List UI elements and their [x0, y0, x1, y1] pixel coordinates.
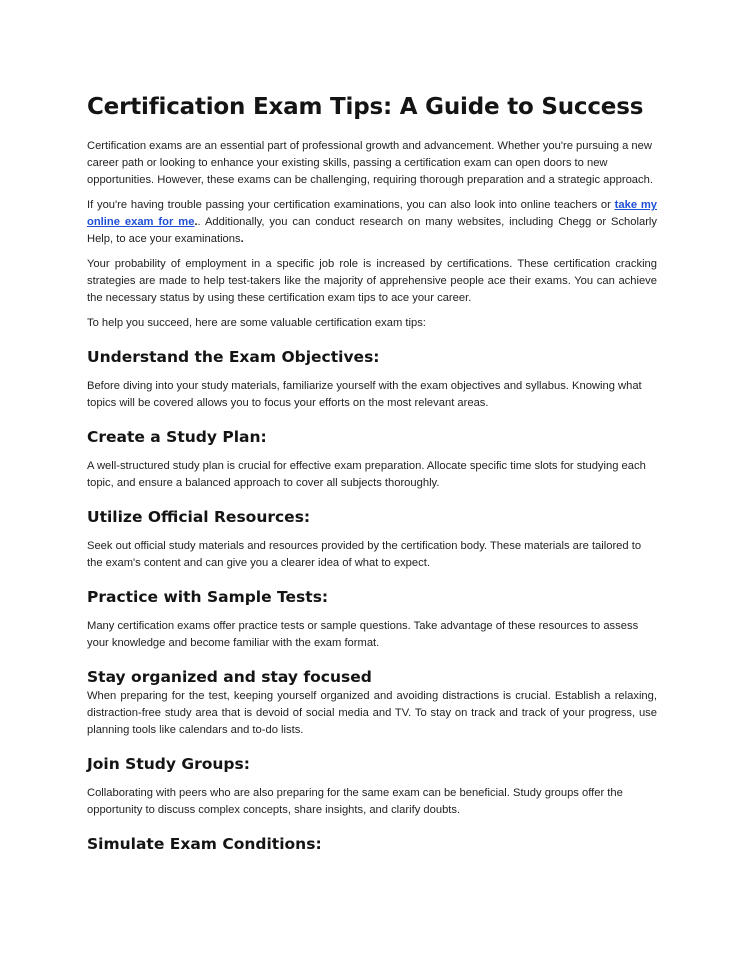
heading-practice: Practice with Sample Tests:	[87, 588, 329, 606]
heading-objectives: Understand the Exam Objectives:	[87, 348, 380, 366]
online-help-paragraph	[87, 197, 657, 248]
intro-paragraph: Certification exams are an essential part of professional growth and advancement. Whether you're pursuing a new career path or looking to enhance your existing skills, passing a certification exam can open doors to new opportunities. However, these exams can be challenging, requiring thorough preparation and a strategic approach.	[87, 140, 653, 186]
page-title: Certification Exam Tips: A Guide to Success	[87, 94, 644, 120]
online-help-end: .	[240, 233, 244, 245]
body-objectives: Before diving into your study materials, familiarize yourself with the exam objectives and syllabus. Knowing what topics will be covered allows you to focus your efforts on the most relevant areas.	[87, 380, 642, 409]
lead-in-paragraph: To help you succeed, here are some valuable certification exam tips:	[87, 317, 426, 329]
heading-study-plan: Create a Study Plan:	[87, 428, 267, 446]
body-organized: When preparing for the test, keeping yourself organized and avoiding distractions is crucial. Establish a relaxing, distraction-free study area that is devoid of social media and TV. To stay on track and track of your progress, use planning tools like calendars and to-do lists.	[87, 690, 657, 736]
heading-organized: Stay organized and stay focused	[87, 668, 372, 686]
heading-simulate: Simulate Exam Conditions:	[87, 835, 322, 853]
body-study-plan: A well-structured study plan is crucial for effective exam preparation. Allocate specific time slots for studying each topic, and ensure a balanced approach to cover all subjects thoroughly.	[87, 460, 646, 489]
take-my-online-exam-link[interactable]: take my online exam for me	[87, 199, 657, 228]
online-help-period: .	[194, 216, 198, 228]
online-help-text-after: . Additionally, you can conduct research on many websites, including Chegg or Scholarly Help, to ace your examinations	[87, 216, 657, 245]
body-groups: Collaborating with peers who are also preparing for the same exam can be beneficial. Study groups offer the opportunity to discuss complex concepts, share insights, and clarify doubts.	[87, 787, 623, 816]
probability-paragraph: Your probability of employment in a specific job role is increased by certifications. These certification cracking strategies are made to help test-takers like the majority of apprehensive people ace their exams. You can achieve the necessary status by using these certification exam tips to ace your career.	[87, 258, 657, 304]
body-practice: Many certification exams offer practice tests or sample questions. Take advantage of these resources to assess your knowledge and become familiar with the exam format.	[87, 620, 639, 649]
heading-groups: Join Study Groups:	[87, 755, 250, 773]
body-resources: Seek out official study materials and resources provided by the certification body. These materials are tailored to the exam's content and can give you a clearer idea of what to expect.	[87, 540, 642, 569]
heading-resources: Utilize Official Resources:	[87, 508, 311, 526]
online-help-text-before: If you're having trouble passing your certification examinations, you can also look into online teachers or	[87, 199, 615, 211]
